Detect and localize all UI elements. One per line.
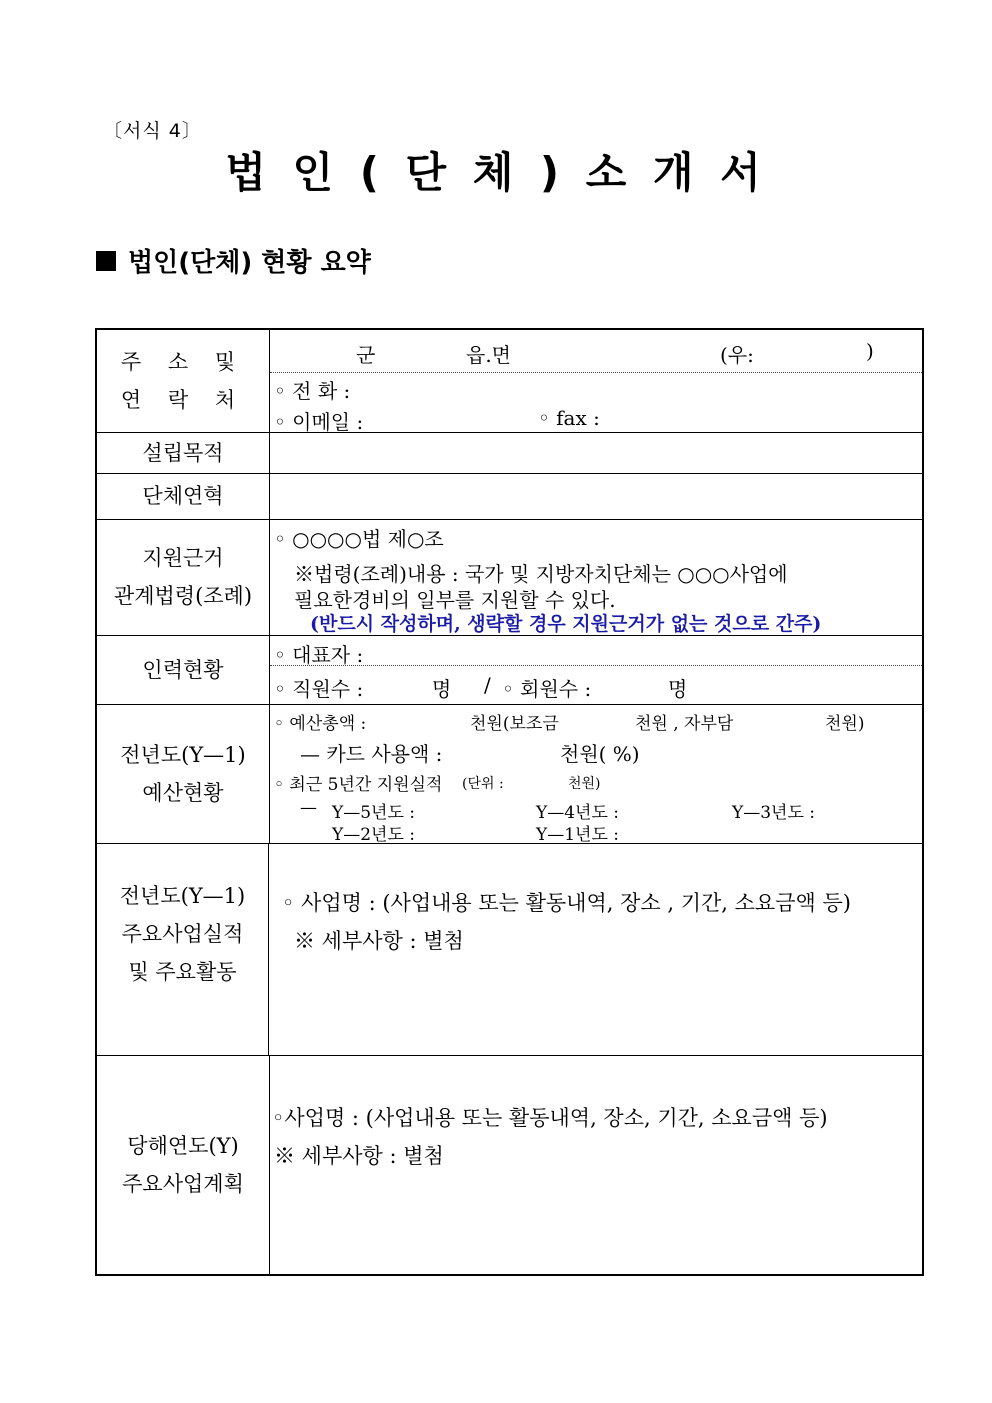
eup-myeon-label[interactable]: 읍.면: [466, 343, 511, 367]
address-body: [270, 330, 922, 432]
prev-performance-header-line2: 주요사업실적: [121, 922, 244, 946]
summary-table: [95, 328, 924, 1276]
year-minus2-field[interactable]: Y—2년도 :: [332, 825, 416, 845]
purpose-header-text: 설립목적: [142, 440, 224, 465]
recent-unit-close: 천원): [568, 776, 601, 792]
phone-field[interactable]: ◦ 전 화 :: [274, 379, 351, 403]
purpose-body[interactable]: [270, 432, 922, 473]
personnel-body: [270, 635, 922, 704]
section-heading-text: 법인(단체) 현황 요약: [128, 248, 371, 278]
mandatory-note: (반드시 작성하며, 생략할 경우 지원근거가 없는 것으로 간주): [310, 613, 822, 635]
purpose-row: [97, 432, 922, 474]
year-minus4-field[interactable]: Y—4년도 :: [536, 803, 620, 823]
personnel-header: [97, 635, 270, 704]
dotted-divider: [270, 665, 922, 666]
budget-self-field[interactable]: 천원 , 자부담: [635, 714, 734, 734]
current-details-note: ※ 세부사항 : 별첨: [274, 1144, 444, 1168]
prev-project-field[interactable]: ◦ 사업명 : (사업내용 또는 활동내역, 장소 , 기간, 소요금액 등): [282, 891, 851, 915]
purpose-header: [97, 432, 270, 473]
law-reference[interactable]: ◦ ○○○○법 제○조: [274, 527, 444, 551]
recent-support-label: ◦ 최근 5년간 지원실적: [274, 775, 443, 795]
legal-basis-row: [97, 519, 922, 636]
prev-details-note: ※ 세부사항 : 별첨: [294, 929, 464, 953]
staff-count-field[interactable]: ◦ 직원수 :: [274, 677, 364, 701]
prev-performance-header: [97, 843, 269, 1055]
budget-body: [270, 704, 922, 843]
card-usage-unit[interactable]: 천원( %): [560, 742, 640, 766]
postal-code-close: ): [866, 339, 874, 363]
law-content-line2: 필요한경비의 일부를 지원할 수 있다.: [294, 588, 616, 612]
personnel-separator: /: [484, 673, 491, 697]
legal-basis-header-line2: 관계법령(조례): [113, 584, 253, 608]
prev-performance-header-line1: 전년도(Y—1): [119, 884, 246, 908]
representative-field[interactable]: ◦ 대표자 :: [274, 643, 364, 667]
budget-row: [97, 704, 922, 844]
year-minus3-field[interactable]: Y—3년도 :: [732, 803, 816, 823]
current-plan-header-line1: 당해연도(Y): [127, 1133, 239, 1158]
fax-field[interactable]: ◦ fax :: [538, 406, 600, 430]
form-number-label: 〔서식 4〕: [103, 120, 202, 142]
address-header-line2: 연 락 처: [120, 388, 246, 412]
postal-code-label[interactable]: (우:: [720, 343, 754, 367]
recent-unit-note: (단위 :: [462, 776, 504, 792]
year-minus5-field[interactable]: Y—5년도 :: [332, 803, 416, 823]
history-row: [97, 473, 922, 520]
prev-performance-body: [270, 843, 922, 1055]
current-plan-header-line2: 주요사업계획: [122, 1171, 244, 1196]
budget-self-unit: 천원): [825, 714, 865, 734]
address-row: [97, 330, 922, 433]
section-heading: [96, 242, 371, 279]
budget-header-line2: 예산현황: [142, 780, 224, 805]
address-header: [97, 330, 270, 432]
address-header-line1: 주 소 및: [120, 350, 246, 374]
budget-header-line1: 전년도(Y—1): [120, 742, 246, 767]
staff-unit: 명: [432, 677, 452, 701]
legal-basis-body: [270, 519, 922, 635]
history-header-text: 단체연혁: [142, 484, 224, 508]
square-bullet-icon: [96, 251, 116, 271]
budget-total-field[interactable]: ◦ 예산총액 :: [274, 714, 367, 734]
document-title: 법 인 ( 단 체 ) 소 개 서: [225, 148, 767, 197]
member-count-field[interactable]: ◦ 회원수 :: [502, 677, 592, 701]
personnel-row: [97, 635, 922, 705]
history-header: [97, 473, 270, 519]
prev-performance-header-line3: 및 주요활동: [128, 960, 237, 984]
legal-basis-header-line1: 지원근거: [142, 546, 224, 570]
current-plan-row: [97, 1055, 922, 1274]
current-plan-body: [270, 1055, 922, 1274]
year-minus1-field[interactable]: Y—1년도 :: [536, 825, 620, 845]
legal-basis-header: [97, 519, 270, 635]
current-plan-header: [97, 1055, 270, 1274]
budget-header: [97, 704, 270, 843]
prev-performance-row: [97, 843, 922, 1056]
card-usage-field[interactable]: — 카드 사용액 :: [300, 742, 443, 766]
history-dash: —: [300, 798, 317, 818]
history-body[interactable]: [270, 473, 922, 519]
gun-label[interactable]: 군: [356, 343, 376, 367]
personnel-header-text: 인력현황: [142, 657, 224, 682]
budget-subsidy-field[interactable]: 천원(보조금: [470, 714, 559, 734]
current-project-field[interactable]: ◦사업명 : (사업내용 또는 활동내역, 장소, 기간, 소요금액 등): [272, 1106, 828, 1130]
email-field[interactable]: ◦ 이메일 :: [274, 410, 364, 434]
member-unit: 명: [668, 677, 688, 701]
dotted-divider: [270, 372, 922, 373]
law-content-line1: ※법령(조례)내용 : 국가 및 지방자치단체는 ○○○사업에: [294, 562, 788, 586]
